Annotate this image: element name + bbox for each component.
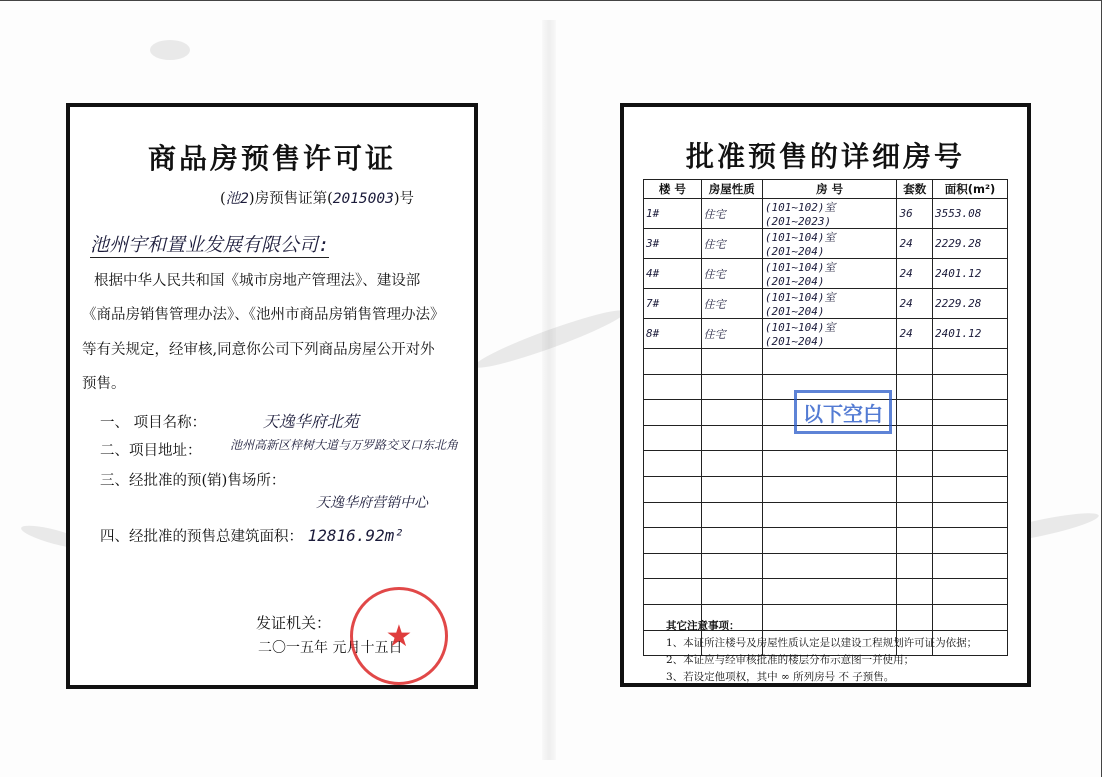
table-cell: 2229.28 <box>932 229 1007 259</box>
table-cell <box>932 451 1007 477</box>
table-cell <box>644 476 702 502</box>
table-row <box>644 289 1008 319</box>
col-building: 楼 号 <box>644 180 702 199</box>
table-cell <box>932 374 1007 400</box>
table-cell: 7# <box>644 289 702 319</box>
table-cell <box>701 425 762 451</box>
table-cell <box>762 579 897 605</box>
table-cell <box>644 553 702 579</box>
table-cell <box>701 579 762 605</box>
table-row <box>644 319 1008 349</box>
table-cell: 24 <box>897 229 933 259</box>
table-cell <box>644 374 702 400</box>
notes <box>666 618 977 686</box>
sales-location-value: 天逸华府营销中心 <box>316 495 428 511</box>
cert-no-prefix: ( <box>220 191 226 207</box>
note-2: 2、本证应与经审核批准的楼层分布示意图一并使用； <box>666 654 915 666</box>
unit-table-header <box>644 180 1008 199</box>
body-line-4: 预售。 <box>82 376 126 392</box>
table-cell <box>762 451 897 477</box>
sales-location-label: 三、经批准的预(销)售场所： <box>100 473 286 489</box>
project-address-value: 池州高新区梓树大道与万罗路交叉口东北角 <box>230 438 459 452</box>
table-cell: (101~104)室(201~204) <box>762 289 897 319</box>
col-area: 面积(m²) <box>932 180 1007 199</box>
table-cell <box>644 502 702 528</box>
company-name-text: 池州宇和置业发展有限公司 <box>90 234 319 256</box>
table-cell <box>762 349 897 375</box>
company-name <box>90 230 329 258</box>
table-cell: 3553.08 <box>932 199 1007 229</box>
table-row <box>644 199 1008 229</box>
table-cell <box>644 425 702 451</box>
table-cell: 2229.28 <box>932 289 1007 319</box>
cert-no-mid: )房预售证第( <box>248 191 333 207</box>
page-fold <box>542 20 556 760</box>
blank-below-stamp: 以下空白 <box>794 390 892 434</box>
table-cell: (101~104)室(201~204) <box>762 229 897 259</box>
total-area-row <box>100 525 404 546</box>
table-cell <box>932 349 1007 375</box>
red-official-seal: ★ <box>350 587 448 685</box>
project-name-label: 一、 项目名称： <box>100 415 207 431</box>
table-cell: (101~104)室(201~204) <box>762 259 897 289</box>
table-cell <box>897 553 933 579</box>
table-cell <box>897 451 933 477</box>
table-cell <box>762 528 897 554</box>
table-row <box>644 528 1008 554</box>
table-cell: 24 <box>897 259 933 289</box>
table-cell: 住宅 <box>701 319 762 349</box>
col-unit-count: 套数 <box>897 180 933 199</box>
units-title: 批准预售的详细房号 <box>685 140 965 173</box>
table-row <box>644 502 1008 528</box>
table-cell <box>897 579 933 605</box>
table-cell <box>932 528 1007 554</box>
table-cell: 2401.12 <box>932 319 1007 349</box>
table-cell <box>932 476 1007 502</box>
table-cell <box>897 425 933 451</box>
table-cell: 36 <box>897 199 933 229</box>
table-cell <box>897 349 933 375</box>
table-cell: 4# <box>644 259 702 289</box>
table-cell <box>644 579 702 605</box>
table-cell <box>644 528 702 554</box>
total-area-label: 四、经批准的预售总建筑面积： <box>100 529 303 545</box>
scan-smudge <box>150 40 190 60</box>
table-cell: 2401.12 <box>932 259 1007 289</box>
table-cell <box>701 528 762 554</box>
body-line-3: 等有关规定，经审核,同意你公司下列商品房屋公开对外 <box>82 342 435 358</box>
body-line-1: 根据中华人民共和国《城市房地产管理法》、建设部 <box>94 273 421 289</box>
table-cell: 住宅 <box>701 199 762 229</box>
table-cell <box>701 400 762 426</box>
cert-no-hand-1: 池2 <box>225 191 249 207</box>
project-name-value: 天逸华府北苑 <box>262 412 359 431</box>
table-cell <box>701 349 762 375</box>
company-colon: : <box>318 234 330 256</box>
table-row <box>644 476 1008 502</box>
table-cell: 24 <box>897 289 933 319</box>
project-address-label: 二、项目地址： <box>100 443 202 459</box>
table-cell <box>701 451 762 477</box>
sales-location-row <box>100 469 285 490</box>
issue-date: 二〇一五年 元月十五日 <box>258 640 403 656</box>
table-cell <box>897 476 933 502</box>
table-cell <box>932 425 1007 451</box>
presale-permit-panel <box>66 103 478 689</box>
table-cell <box>897 400 933 426</box>
table-cell: (101~102)室(201~2023) <box>762 199 897 229</box>
col-property-type: 房屋性质 <box>701 180 762 199</box>
table-cell <box>932 553 1007 579</box>
table-cell <box>701 502 762 528</box>
table-cell <box>897 374 933 400</box>
table-cell <box>897 528 933 554</box>
table-row <box>644 259 1008 289</box>
table-cell <box>762 553 897 579</box>
certificate-number-line <box>220 187 414 208</box>
project-address-row <box>100 439 202 460</box>
table-cell: 住宅 <box>701 229 762 259</box>
table-cell <box>932 502 1007 528</box>
table-cell: 24 <box>897 319 933 349</box>
scan-border-top <box>0 0 1102 1</box>
table-row <box>644 349 1008 375</box>
table-cell: 住宅 <box>701 289 762 319</box>
table-cell <box>644 400 702 426</box>
table-row <box>644 451 1008 477</box>
total-area-value: 12816.92m² <box>307 526 404 545</box>
table-cell <box>701 374 762 400</box>
table-cell <box>701 553 762 579</box>
table-cell: 1# <box>644 199 702 229</box>
table-cell <box>701 476 762 502</box>
table-row <box>644 553 1008 579</box>
table-cell <box>762 476 897 502</box>
note-1: 1、本证所注楼号及房屋性质认定是以建设工程规划许可证为依据； <box>666 637 978 649</box>
table-cell: (101~104)室(201~204) <box>762 319 897 349</box>
table-row <box>644 579 1008 605</box>
table-cell <box>644 451 702 477</box>
issuing-authority-label: 发证机关： <box>256 614 332 632</box>
cert-no-suffix: )号 <box>393 191 415 207</box>
notes-header: 其它注意事项： <box>666 620 740 632</box>
note-3: 3、若设定他项权，其中 ∞ 所列房号 不 子预售。 <box>666 671 895 683</box>
project-name-row <box>100 409 359 432</box>
table-cell: 8# <box>644 319 702 349</box>
table-cell <box>762 502 897 528</box>
permit-title: 商品房预售许可证 <box>147 142 396 175</box>
cert-no-hand-2: 2015003 <box>332 191 394 207</box>
table-row <box>644 229 1008 259</box>
table-cell <box>932 579 1007 605</box>
body-line-2: 《商品房销售管理办法》、《池州市商品房销售管理办法》 <box>82 307 445 323</box>
table-cell: 3# <box>644 229 702 259</box>
table-cell <box>644 349 702 375</box>
table-cell <box>932 400 1007 426</box>
col-room-numbers: 房 号 <box>762 180 897 199</box>
approved-units-panel <box>620 103 1031 687</box>
table-cell: 住宅 <box>701 259 762 289</box>
table-cell <box>897 502 933 528</box>
